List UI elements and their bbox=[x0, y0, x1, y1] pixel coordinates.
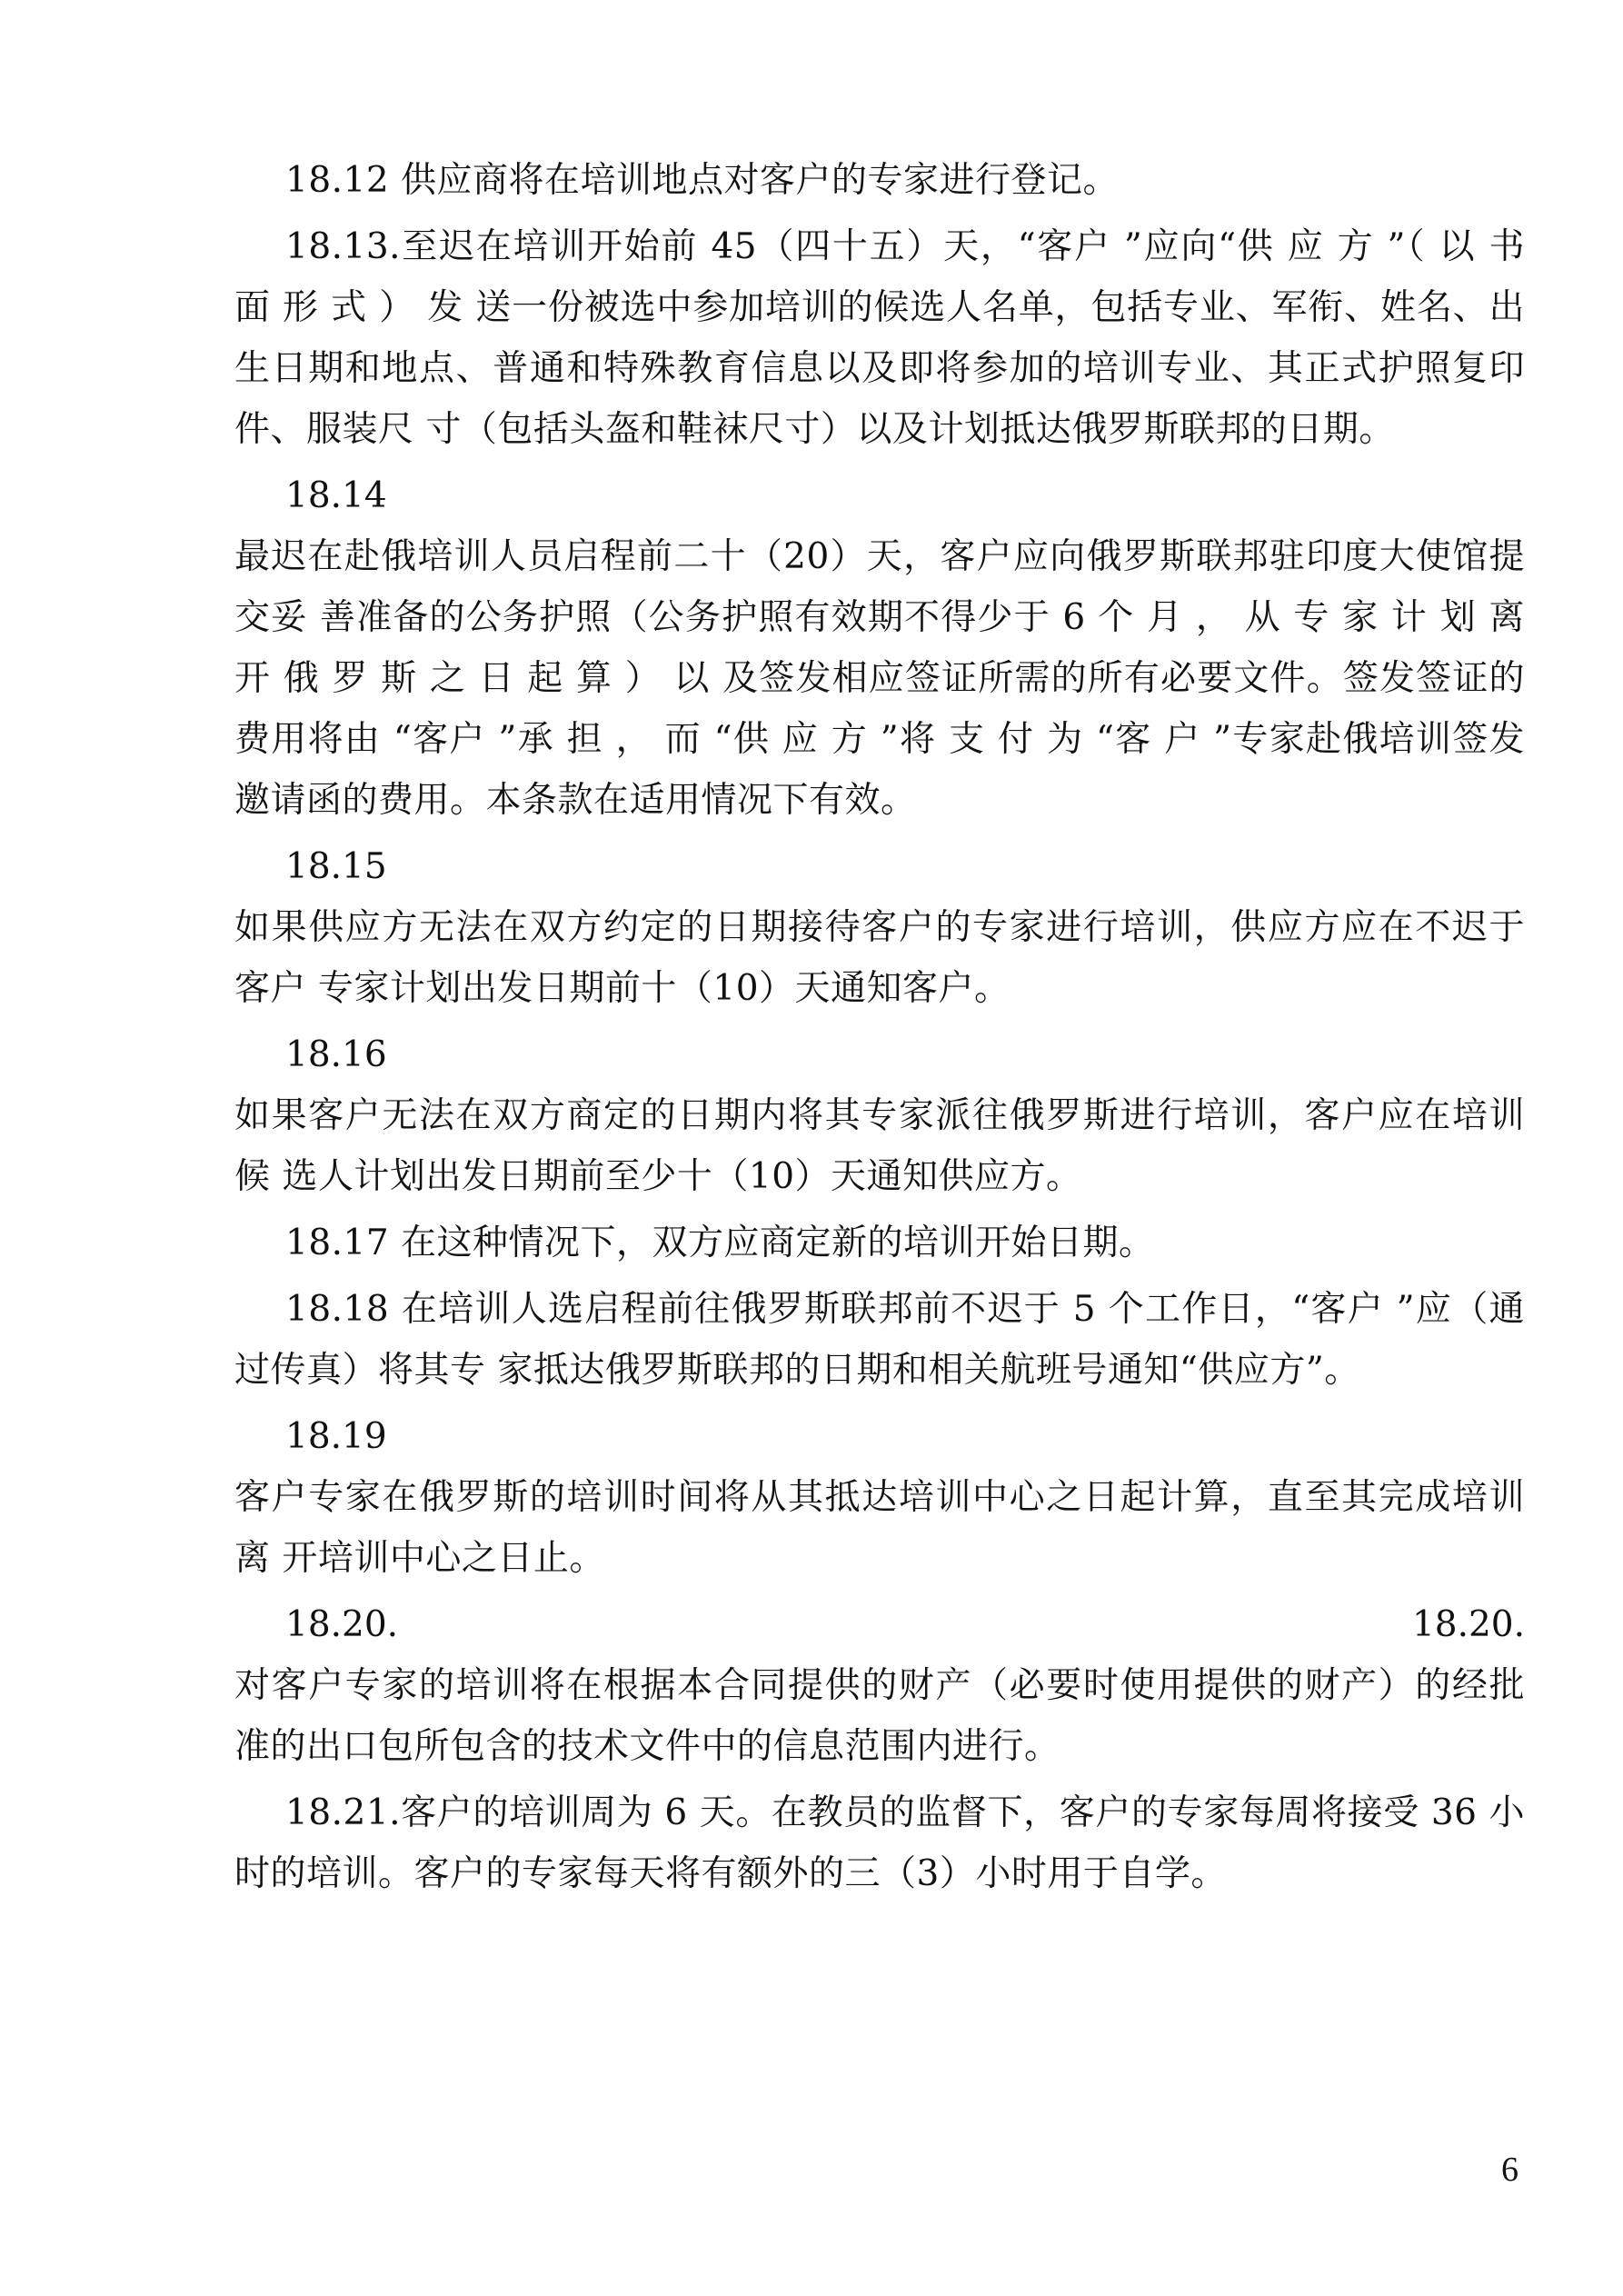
paragraph-18-20 bbox=[234, 1594, 1525, 1777]
clause-text: 客户专家在俄罗斯的培训时间将从其抵达培训中心之日起计算，直至其完成培训离 开培训中心之日止。 bbox=[234, 1477, 1525, 1579]
clause-text: 最迟在赴俄培训人员启程前二十（20）天，客户应向俄罗斯联邦驻印度大使馆提交妥 善准备的公务护照（公务护照有效期不得少于 6 个 月 ， 从 专 家 计 划 离 开 俄 罗 斯 之 日 起 算 ） 以 及签发相应签证所需的所有必要文件。签发签证的费用将由 “客户 ”承 担 ， 而 “供 应 方 ”将 支 付 为 “客 户 ”专家赴俄培训签发邀请函的费用。本条款在适用情况下有效。 bbox=[234, 536, 1525, 821]
clause-number: 18.14 bbox=[285, 475, 387, 516]
clause-number-row bbox=[234, 1594, 1525, 1655]
clause-number-repeat: 18.20. bbox=[1411, 1604, 1525, 1645]
page-number: 6 bbox=[1501, 2151, 1518, 2189]
paragraph-18-12: 18.12 供应商将在培训地点对客户的专家进行登记。 bbox=[285, 160, 1120, 201]
paragraph-18-21: 18.21.客户的培训周为 6 天。在教员的监督下，客户的专家每周将接受 36 小时的培训。客户的专家每天将有额外的三（3）小时用于自学。 bbox=[234, 1792, 1525, 1894]
paragraph-18-19 bbox=[234, 1406, 1525, 1589]
clause-number: 18.15 bbox=[285, 846, 387, 887]
document-body bbox=[234, 150, 1525, 1910]
paragraph-18-15 bbox=[234, 836, 1525, 1019]
clause-number: 18.19 bbox=[285, 1416, 387, 1457]
paragraph-18-14 bbox=[234, 465, 1525, 831]
clause-number: 18.20. bbox=[285, 1604, 399, 1645]
paragraph-18-17: 18.17 在这种情况下，双方应商定新的培训开始日期。 bbox=[285, 1223, 1155, 1263]
paragraph-18-16 bbox=[234, 1024, 1525, 1207]
clause-text: 如果供应方无法在双方约定的日期接待客户的专家进行培训，供应方应在不迟于客户 专家计划出发日期前十（10）天通知客户。 bbox=[234, 907, 1525, 1009]
clause-text: 如果客户无法在双方商定的日期内将其专家派往俄罗斯进行培训，客户应在培训候 选人计划出发日期前至少十（10）天通知供应方。 bbox=[234, 1095, 1525, 1197]
paragraph-18-18: 18.18 在培训人选启程前往俄罗斯联邦前不迟于 5 个工作日，“客户 ”应（通过传真）将其专 家抵达俄罗斯联邦的日期和相关航班号通知“供应方”。 bbox=[234, 1289, 1525, 1391]
clause-number: 18.16 bbox=[285, 1034, 387, 1075]
clause-text: 对客户专家的培训将在根据本合同提供的财产（必要时使用提供的财产）的经批 准的出口包所包含的技术文件中的信息范围内进行。 bbox=[234, 1665, 1525, 1767]
paragraph-18-13: 18.13.至迟在培训开始前 45（四十五）天，“客户 ”应向“供 应 方 ”（ 以 书 面 形 式 ） 发 送一份被选中参加培训的候选人名单，包括专业、军衔、姓名、出生日期和地点、普通和特殊教育信息以及即将参加的培训专业、其正式护照复印件、服装尺 寸（包括头盔和鞋袜尺寸）以及计划抵达俄罗斯联邦的日期。 bbox=[234, 226, 1525, 450]
